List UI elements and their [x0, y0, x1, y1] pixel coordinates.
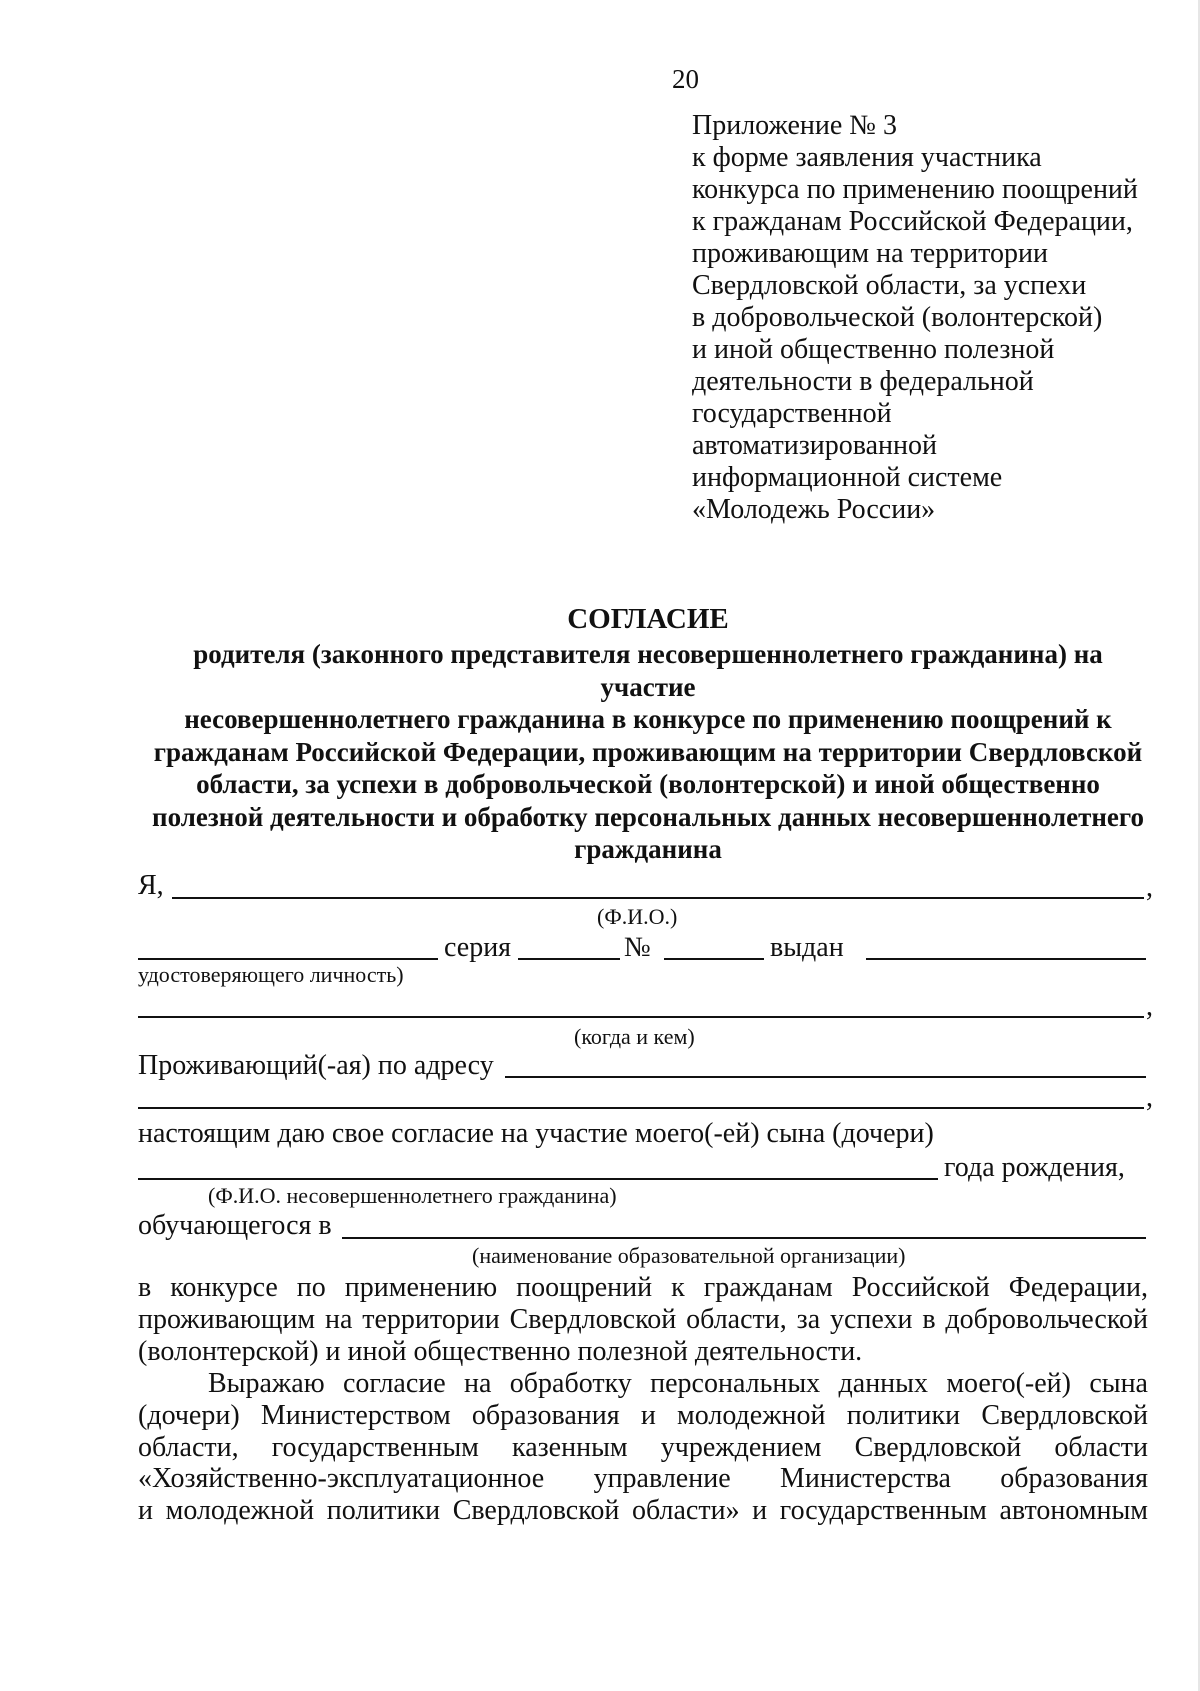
page-number: 20: [672, 64, 699, 94]
document-title: СОГЛАСИЕ: [567, 603, 729, 635]
number-input-line[interactable]: [664, 958, 764, 960]
comma-mark: ,: [1146, 1082, 1153, 1113]
consent-line: настоящим даю свое согласие на участие моего(-ей) сына (дочери): [138, 1118, 934, 1149]
appendix-line: проживающим на территории: [692, 238, 1048, 269]
appendix-line: к форме заявления участника: [692, 142, 1042, 173]
document-subtitle: [150, 638, 1146, 866]
appendix-line: автоматизированной: [692, 430, 938, 461]
appendix-line: деятельности в федеральной: [692, 366, 1034, 397]
comma-mark: ,: [1146, 991, 1153, 1022]
comma-mark: ,: [1146, 872, 1153, 903]
paragraph-line: проживающим на территории Свердловской области, за успехи в добровольческой: [138, 1303, 1148, 1335]
subtitle-line: гражданина: [574, 834, 722, 864]
minor-fio-input-line[interactable]: [138, 1178, 938, 1180]
paragraph-data-processing: [138, 1368, 1148, 1527]
paragraph-line: в конкурсе по применению поощрений к гражданам Российской Федерации,: [138, 1272, 1148, 1303]
subtitle-line: родителя (законного представителя несовершеннолетнего гражданина) на участие: [193, 639, 1103, 702]
fio-input-line[interactable]: [172, 897, 1144, 899]
when-by-whom-hint: (когда и кем): [574, 1024, 695, 1049]
appendix-line: к гражданам Российской Федерации,: [692, 206, 1133, 237]
ya-label: Я,: [138, 870, 164, 901]
series-label: серия: [444, 932, 512, 963]
number-label: №: [624, 932, 651, 963]
subtitle-line: области, за успехи в добровольческой (волонтерской) и иной общественно: [196, 769, 1100, 799]
appendix-line: информационной системе: [692, 462, 1003, 493]
paragraph-line: Выражаю согласие на обработку персональных данных моего(-ей) сына: [208, 1368, 1148, 1399]
document-type-input-line[interactable]: [138, 958, 438, 960]
document-hint: удостоверяющего личность): [138, 962, 404, 987]
subtitle-line: гражданам Российской Федерации, проживающим на территории Свердловской: [153, 736, 1143, 767]
issued-details-input-line[interactable]: [138, 1016, 1144, 1018]
appendix-line: в добровольческой (волонтерской): [692, 302, 1103, 333]
paragraph-line: «Хозяйственно-эксплуатационное управление Министерства образования: [138, 1463, 1148, 1495]
studying-label: обучающегося в: [138, 1210, 332, 1241]
appendix-line: государственной: [692, 398, 892, 429]
appendix-line: Свердловской области, за успехи: [692, 270, 1087, 301]
appendix-line: конкурса по применению поощрений: [692, 174, 1138, 205]
birth-year-label: года рождения,: [944, 1152, 1125, 1183]
issued-input-line[interactable]: [866, 958, 1146, 960]
address-input-line[interactable]: [505, 1076, 1146, 1078]
minor-fio-hint: (Ф.И.О. несовершеннолетнего гражданина): [208, 1183, 617, 1208]
paragraph-line: (волонтерской) и иной общественно полезной деятельности.: [138, 1335, 863, 1367]
organization-input-line[interactable]: [342, 1237, 1146, 1239]
address-label: Проживающий(-ая) по адресу: [138, 1050, 494, 1081]
appendix-line: и иной общественно полезной: [692, 334, 1055, 365]
fio-hint: (Ф.И.О.): [597, 904, 678, 929]
subtitle-line: полезной деятельности и обработку персональных данных несовершеннолетнего: [152, 801, 1144, 832]
appendix-line: «Молодежь России»: [692, 494, 936, 525]
appendix-line: Приложение № 3: [692, 110, 897, 141]
issued-label: выдан: [770, 932, 844, 963]
series-input-line[interactable]: [518, 958, 620, 960]
organization-hint: (наименование образовательной организации): [472, 1243, 906, 1268]
subtitle-line: несовершеннолетнего гражданина в конкурсе по применению поощрений к: [184, 704, 1112, 734]
appendix-header: [692, 110, 1172, 526]
paragraph-line: и молодежной политики Свердловской области» и государственным автономным: [138, 1495, 1148, 1527]
paragraph-contest: [138, 1272, 1148, 1367]
paragraph-line: области, государственным казенным учреждением Свердловской области: [138, 1431, 1148, 1463]
address-input-line-2[interactable]: [138, 1107, 1144, 1109]
paragraph-line: (дочери) Министерством образования и молодежной политики Свердловской: [138, 1399, 1148, 1431]
